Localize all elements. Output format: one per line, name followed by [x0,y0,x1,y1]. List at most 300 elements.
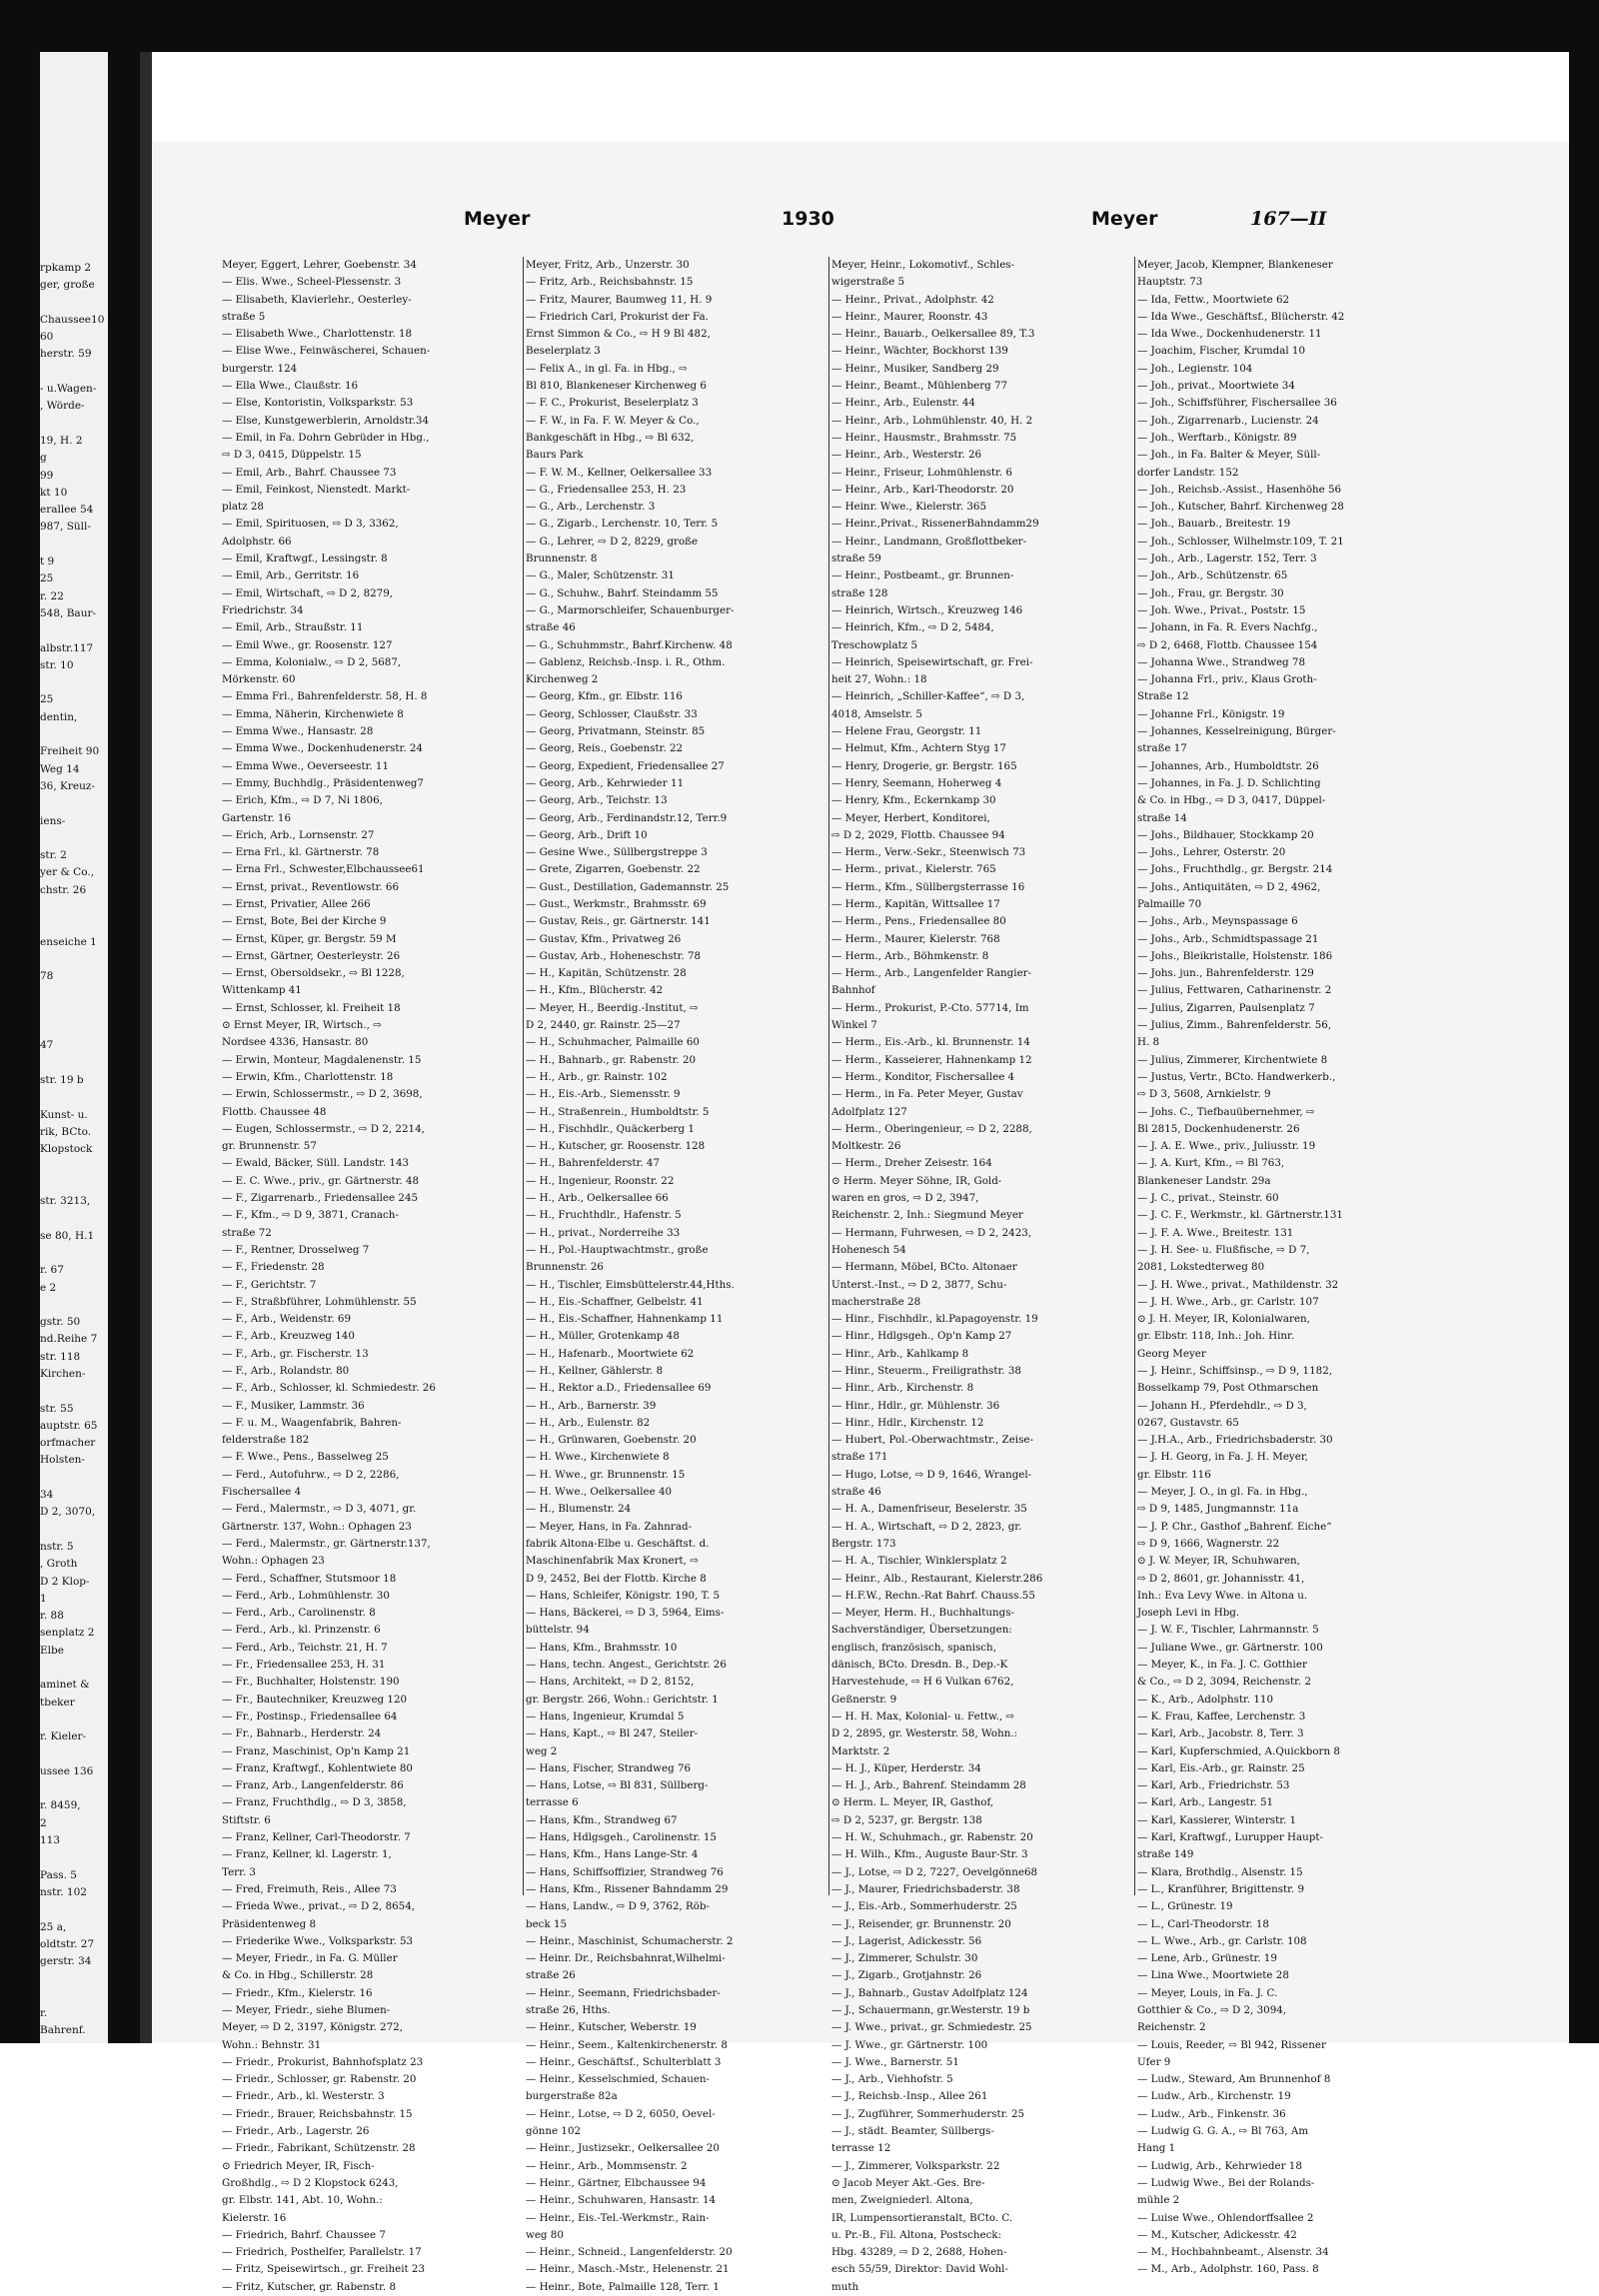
directory-entry: ⇨ D 2, 5237, gr. Bergstr. 138 [831,1813,982,1826]
directory-entry: — J., Eis.-Arb., Sommerhuderstr. 25 [831,1900,1017,1913]
facing-page-fragment: 34 [40,1489,54,1502]
facing-page-fragment [40,1746,108,1763]
directory-entry: — Herm., Kasseierer, Hahnenkamp 12 [831,1053,1032,1066]
facing-page-fragment: 78 [40,970,54,983]
directory-entry: — Herm., Eis.-Arb., kl. Brunnenstr. 14 [831,1036,1030,1049]
directory-entry: — Fritz, Kutscher, gr. Rabenstr. 8 [222,2280,397,2293]
directory-entry: — Erwin, Monteur, Magdalenenstr. 15 [222,1053,422,1066]
directory-entry: — Eugen, Schlossermstr., ⇨ D 2, 2214, [222,1122,425,1135]
facing-page-fragment [40,1988,108,2005]
facing-page-fragment [40,1712,108,1728]
directory-entry: — Helene Frau, Georgstr. 11 [831,725,982,738]
directory-entry: — Ludwig Wwe., Bei der Rolands- [1137,2176,1315,2189]
directory-entry: 4018, Amselstr. 5 [831,707,922,720]
directory-entry: Hauptstr. 73 [1137,276,1203,289]
directory-entry: — Hinr., Steuerm., Freiligrathstr. 38 [831,1365,1021,1377]
directory-entry: — Hans, Kfm., Brahmsstr. 10 [526,1641,678,1654]
directory-entry: — Emma Wwe., Dockenhudenerstr. 24 [222,742,423,755]
directory-entry: — Ernst, Bote, Bei der Kirche 9 [222,915,387,928]
directory-entry: — F., Zigarrenarb., Friedensallee 245 [222,1192,419,1205]
directory-entry: Mörkenstr. 60 [222,673,296,686]
directory-entry: — Joh., privat., Moortwiete 34 [1137,380,1295,393]
directory-entry: — Franz, Kellner, Carl-Theodorstr. 7 [222,1831,411,1844]
directory-column-4 [1137,257,1447,2276]
directory-entry: — Meyer, K., in Fa. J. C. Gotthier [1137,1659,1307,1672]
directory-entry: gr. Elbstr. 141, Abt. 10, Wohn.: [222,2194,383,2207]
directory-entry: — Franz, Fruchthdlg., ⇨ D 3, 3858, [222,1796,407,1809]
directory-entry: — Johanne Frl., Königstr. 19 [1137,707,1285,720]
directory-entry: — Johannes, Kesselreinigung, Bürger- [1137,725,1336,738]
facing-page-fragment: se 80, H.1 [40,1229,95,1242]
directory-entry: ⇨ D 9, 1485, Jungmannstr. 11a [1137,1503,1299,1516]
directory-entry: — Ludwig, Arb., Kehrwieder 18 [1137,2159,1302,2172]
directory-entry: — J.H.A., Arb., Friedrichsbaderstr. 30 [1137,1434,1333,1447]
directory-entry: — Franz, Arb., Langenfelderstr. 86 [222,1779,404,1792]
directory-entry: u. Pr.-B., Fil. Altona, Postscheck: [831,2228,1002,2241]
facing-page-fragment: 25 a, [40,1920,67,1933]
facing-page-fragment [40,674,108,691]
directory-entry: — J. C. F., Werkmstr., kl. Gärtnerstr.131 [1137,1209,1343,1222]
directory-entry: — J. C., privat., Steinstr. 60 [1137,1192,1279,1205]
facing-page-fragment [40,1849,108,1866]
directory-entry: — J. H. See- u. Flußfische, ⇨ D 7, [1137,1243,1310,1256]
facing-page-fragment: Bahrenf. [40,2024,86,2037]
directory-entry: — Joh., Bauarb., Breitestr. 19 [1137,518,1291,531]
directory-entry: — Joh., Reichsb.-Assist., Hasenhöhe 56 [1137,483,1342,496]
directory-entry: — Emma Wwe., Hansastr. 28 [222,725,374,738]
directory-entry: Präsidentenweg 8 [222,1917,317,1930]
directory-entry: — Georg, Reis., Goebenstr. 22 [526,742,684,755]
directory-entry: — F., Kfm., ⇨ D 9, 3871, Cranach- [222,1209,399,1222]
directory-entry: Wohn.: Ophagen 23 [222,1555,325,1568]
directory-entry: — H., Bahnarb., gr. Rabenstr. 20 [526,1053,697,1066]
directory-entry: — Fritz, Speisewirtsch., gr. Freiheit 23 [222,2263,426,2276]
facing-page-fragment [40,1470,108,1487]
directory-entry: Wittenkamp 41 [222,984,302,997]
directory-entry: — Meyer, H., Beerdig.-Institut, ⇨ [526,1001,699,1014]
directory-entry: — G., Maler, Schützenstr. 31 [526,570,675,582]
directory-entry: — H., Fruchthdlr., Hafenstr. 5 [526,1209,682,1222]
directory-entry: — Hinr., Hdlr., Kirchenstr. 12 [831,1416,984,1429]
directory-entry: — J., Zugführer, Sommerhuderstr. 25 [831,2107,1025,2120]
directory-entry: ⊙ Ernst Meyer, IR, Wirtsch., ⇨ [222,1019,382,1032]
directory-entry: ⊙ Jacob Meyer Akt.-Ges. Bre- [831,2176,985,2189]
directory-entry: Wohn.: Behnstr. 31 [222,2038,322,2051]
directory-entry: — Meyer, Herm. H., Buchhaltungs- [831,1607,1014,1620]
directory-entry: — Luise Wwe., Ohlendorffsallee 2 [1137,2211,1314,2224]
facing-page-fragment: str. 55 [40,1402,74,1415]
directory-entry: ⇨ D 2, 8601, gr. Johannisstr. 41, [1137,1572,1305,1585]
facing-page-fragment [40,1522,108,1539]
directory-entry: heit 27, Wohn.: 18 [831,673,927,686]
facing-page-fragment: Weg 14 [40,762,80,775]
facing-page-fragment [40,1970,108,1987]
directory-entry: — Franz, Maschinist, Op'n Kamp 21 [222,1744,411,1757]
directory-entry: — H. Wilh., Kfm., Auguste Baur-Str. 3 [831,1848,1028,1861]
facing-page-fragment: 47 [40,1039,54,1052]
facing-page-fragment: gerstr. 34 [40,1955,92,1968]
directory-entry: — Meyer, J. O., in gl. Fa. in Hbg., [1137,1486,1308,1499]
directory-entry: — Hans, Lotse, ⇨ Bl 831, Süllberg- [526,1779,709,1792]
directory-entry: — Ferd., Arb., Lohmühlenstr. 30 [222,1589,390,1602]
directory-entry: — Joh., in Fa. Balter & Meyer, Süll- [1137,449,1321,462]
facing-page-fragment [40,416,108,433]
directory-entry: wigerstraße 5 [831,276,904,289]
directory-entry: Kielerstr. 16 [222,2211,287,2224]
facing-page-fragment [40,830,108,847]
directory-entry: — Hermann, Fuhrwesen, ⇨ D 2, 2423, [831,1226,1032,1239]
facing-page-fragment: kt 10 [40,486,68,499]
directory-entry: — Herm., Verw.-Sekr., Steenwisch 73 [831,846,1026,859]
facing-page-fragment: 987, Süll- [40,521,91,534]
directory-entry: — F. C., Prokurist, Beselerplatz 3 [526,397,699,410]
directory-entry: — Johannes, Arb., Humboldtstr. 26 [1137,759,1319,772]
directory-entry: — Georg, Arb., Kehrwieder 11 [526,776,685,789]
directory-entry: straße 5 [222,310,266,323]
facing-page-fragment: t 9 [40,556,55,569]
directory-entry: — Heinr. Dr., Reichsbahnrat,Wilhelmi- [526,1952,726,1965]
directory-entry: — Heinr., Landmann, Großflottbeker- [831,535,1027,548]
directory-entry: — Franz, Kellner, kl. Lagerstr. 1, [222,1848,392,1861]
directory-entry: Meyer, Eggert, Lehrer, Goebenstr. 34 [222,259,417,271]
directory-entry: Gärtnerstr. 137, Wohn.: Ophagen 23 [222,1520,412,1533]
directory-entry: — Henry, Drogerie, gr. Bergstr. 165 [831,759,1017,772]
directory-entry: Maschinenfabrik Max Kronert, ⇨ [526,1555,699,1568]
directory-entry: — Ernst, Küper, gr. Bergstr. 59 M [222,932,397,945]
directory-entry: — Herm., Arb., Langenfelder Rangier- [831,967,1032,980]
facing-page-fragment [40,916,108,933]
directory-entry: — Karl, Arb., Friedrichstr. 53 [1137,1779,1290,1792]
directory-entry: — J., Zimmerer, Volksparkstr. 22 [831,2159,1000,2172]
directory-entry: — F., Arb., Weidenstr. 69 [222,1313,352,1326]
directory-entry: & Co. in Hbg., ⇨ D 3, 0417, Düppel- [1137,794,1326,807]
directory-entry: — H., Arb., Oelkersallee 66 [526,1192,669,1205]
directory-entry: — H., Eis.-Schaffner, Gelbelstr. 41 [526,1295,704,1308]
directory-entry: Marktstr. 2 [831,1744,890,1757]
facing-page-fragment: nd.Reihe 7 [40,1333,98,1346]
directory-entry: gr. Brunnenstr. 57 [222,1140,317,1153]
directory-entry: — Elisabeth Wwe., Charlottenstr. 18 [222,328,413,341]
header-name-right: Meyer [1091,208,1158,230]
facing-page-fragment: rik, BCto. [40,1125,92,1138]
directory-entry: — Grete, Zigarren, Goebenstr. 22 [526,863,701,876]
directory-entry: — H., Kellner, Gählerstr. 8 [526,1365,664,1377]
directory-entry: — Hans, Architekt, ⇨ D 2, 8152, [526,1676,695,1689]
directory-entry: — Ida Wwe., Geschäftsf., Blücherstr. 42 [1137,310,1345,323]
facing-page-fragment: gstr. 50 [40,1316,81,1329]
facing-page-fragment: r. 22 [40,589,64,602]
facing-page-fragment: Chaussee10 [40,313,105,326]
directory-entry: — Hinr., Arb., Kirchenstr. 8 [831,1382,974,1395]
directory-entry: — Karl, Kassierer, Winterstr. 1 [1137,1813,1297,1826]
directory-entry: — Heinr., Seem., Kaltenkirchenerstr. 8 [526,2038,728,2051]
directory-entry: & Co., ⇨ D 2, 3094, Reichenstr. 2 [1137,1676,1312,1689]
directory-entry: Großhdlg., ⇨ D 2 Klopstock 6243, [222,2176,399,2189]
directory-entry: — H., Kapitän, Schützenstr. 28 [526,967,687,980]
directory-entry: — Johs., Fruchthdlg., gr. Bergstr. 214 [1137,863,1333,876]
directory-entry: Adolphstr. 66 [222,535,292,548]
directory-entry: — Heinr., Friseur, Lohmühlenstr. 6 [831,466,1012,479]
directory-entry: Palmaille 70 [1137,897,1202,910]
directory-entry: terrasse 6 [526,1796,579,1809]
directory-entry: — G., Arb., Lerchenstr. 3 [526,501,656,514]
facing-page-fragment: 2 [40,1816,47,1829]
directory-entry: — Louis, Reeder, ⇨ Bl 942, Rissener [1137,2038,1326,2051]
directory-entry: — L., Carl-Theodorstr. 18 [1137,1917,1269,1930]
directory-entry: — J. W. F., Tischler, Lahrmannstr. 5 [1137,1624,1319,1637]
directory-entry: — Georg, Arb., Drift 10 [526,828,648,841]
directory-entry: terrasse 12 [831,2142,891,2155]
facing-page-fragment [40,1003,108,1020]
directory-entry: ⊙ J. H. Meyer, IR, Kolonialwaren, [1137,1313,1310,1326]
directory-entry: — Hans, Fischer, Strandweg 76 [526,1761,692,1774]
facing-page-fragment: Kirchen- [40,1368,86,1380]
facing-page-fragment: 548, Baur- [40,606,97,619]
facing-page-fragment: ger, große [40,279,95,292]
directory-entry: — G., Marmorschleifer, Schauenburger- [526,603,735,616]
directory-entry: — Erwin, Kfm., Charlottenstr. 18 [222,1070,394,1083]
directory-entry: — Karl, Arb., Langestr. 51 [1137,1796,1274,1809]
directory-entry: — H. Wwe., Oelkersallee 40 [526,1486,673,1499]
directory-entry: — Friedr., Arb., kl. Westerstr. 3 [222,2090,385,2103]
directory-entry: — Friedr., Kfm., Kielerstr. 16 [222,1986,373,1999]
facing-page-fragment [40,1055,108,1072]
directory-entry: — Georg, Arb., Ferdinandstr.12, Terr.9 [526,811,728,824]
directory-entry: — Georg, Schlosser, Claußstr. 33 [526,707,698,720]
directory-entry: — H. J., Arb., Bahrenf. Steindamm 28 [831,1779,1026,1792]
directory-entry: — Meyer, Friedr., siehe Blumen- [222,2003,391,2016]
directory-entry: — Hubert, Pol.-Oberwachtmstr., Zeise- [831,1434,1033,1447]
directory-entry: muth [831,2280,859,2293]
directory-entry: — Emma, Näherin, Kirchenwiete 8 [222,707,404,720]
directory-entry: — Erna Frl., kl. Gärtnerstr. 78 [222,846,380,859]
facing-page-fragment: , Wörde- [40,400,85,413]
directory-column-2 [526,257,827,2293]
directory-entry: burgerstraße 82a [526,2090,618,2103]
directory-entry: — Hans, Kapt., ⇨ Bl 247, Steiler- [526,1727,699,1740]
directory-entry: — F., Musiker, Lammstr. 36 [222,1399,365,1412]
directory-entry: Adolfplatz 127 [831,1105,907,1118]
directory-entry: ⊙ Herm. L. Meyer, IR, Gasthof, [831,1796,994,1809]
page-number: 167—II [1250,208,1327,230]
directory-entry: — Erwin, Schlossermstr., ⇨ D 2, 3698, [222,1088,423,1101]
directory-entry: — Gust., Destillation, Gademannstr. 25 [526,880,730,893]
directory-entry: — Hans, Kfm., Hans Lange-Str. 4 [526,1848,699,1861]
facing-page-fragment: ussee 136 [40,1764,94,1777]
directory-entry: — Heinr., Musiker, Sandberg 29 [831,362,999,375]
directory-entry: — Gablenz, Reichsb.-Insp. i. R., Othm. [526,655,726,668]
directory-entry: — F., Friedenstr. 28 [222,1261,325,1274]
directory-entry: Gotthier & Co., ⇨ D 2, 3094, [1137,2003,1287,2016]
directory-entry: — Emma, Kolonialw., ⇨ D 2, 5687, [222,655,402,668]
directory-entry: — Fritz, Maurer, Baumweg 11, H. 9 [526,293,713,306]
directory-entry: — J., Arb., Viehhofstr. 5 [831,2073,953,2086]
directory-entry: — Herm., Pens., Friedensallee 80 [831,915,1006,928]
facing-page-fragment: Pass. 5 [40,1868,77,1881]
directory-entry: — Georg, Kfm., gr. Elbstr. 116 [526,690,683,703]
facing-page-fragment [40,1297,108,1314]
directory-entry: — H., Pol.-Hauptwachtmstr., große [526,1243,709,1256]
directory-entry: straße 171 [831,1451,888,1464]
facing-page-fragment: str. 10 [40,658,74,671]
directory-entry: — Heinr., Lotse, ⇨ D 2, 6050, Oevel- [526,2107,716,2120]
directory-entry: — Heinr., Justizsekr., Oelkersallee 20 [526,2142,720,2155]
directory-entry: — F., Straßbführer, Lohmühlenstr. 55 [222,1295,417,1308]
facing-page-fragment: 36, Kreuz- [40,779,95,792]
directory-entry: esch 55/59, Direktor: David Wohl- [831,2263,1008,2276]
directory-entry: — Henry, Seemann, Hoherweg 4 [831,776,1002,789]
directory-entry: — Joh., Schiffsführer, Fischersallee 36 [1137,397,1337,410]
directory-entry: gönne 102 [526,2125,582,2138]
directory-entry: — J. Heinr., Schiffsinsp., ⇨ D 9, 1182, [1137,1365,1333,1377]
directory-entry: — J. Wwe., Barnerstr. 51 [831,2055,959,2068]
directory-entry: — Emil, Feinkost, Nienstedt. Markt- [222,483,411,496]
directory-entry: — Heinr., Arb., Lohmühlenstr. 40, H. 2 [831,414,1033,427]
directory-entry: — Hans, techn. Angest., Gerichtstr. 26 [526,1659,727,1672]
directory-entry: — Ernst, Gärtner, Oesterleystr. 26 [222,949,401,962]
directory-entry: — Hermann, Möbel, BCto. Altonaer [831,1261,1017,1274]
facing-page-fragment: Holsten- [40,1454,85,1467]
directory-entry: — Erich, Arb., Lornsenstr. 27 [222,828,375,841]
directory-entry: ⇨ D 2, 2029, Flottb. Chaussee 94 [831,828,1005,841]
facing-page-fragment: r. 88 [40,1610,64,1623]
directory-entry: H. 8 [1137,1036,1160,1049]
directory-entry: — H., Müller, Grotenkamp 48 [526,1330,680,1343]
directory-entry: Bankgeschäft in Hbg., ⇨ Bl 632, [526,431,695,444]
directory-entry: — J., Zimmerer, Schulstr. 30 [831,1952,978,1965]
directory-entry: straße 26, Hths. [526,2003,611,2016]
directory-entry: — Joh. Wwe., Privat., Poststr. 15 [1137,603,1306,616]
directory-entry: — H., Arb., Eulenstr. 82 [526,1416,651,1429]
facing-page-fragment [40,1158,108,1175]
directory-entry: — Hans, Ingenieur, Krumdal 5 [526,1710,685,1722]
directory-entry: — Heinr., Gärtner, Elbchaussee 94 [526,2176,707,2189]
directory-entry: — Ernst, Privatier, Allee 266 [222,897,371,910]
facing-page-fragment [40,1245,108,1262]
directory-entry: — Johs. C., Tiefbauübernehmer, ⇨ [1137,1105,1315,1118]
facing-page-fragment: str. 19 b [40,1073,84,1086]
directory-entry: — Johannes, in Fa. J. D. Schlichting [1137,776,1321,789]
directory-entry: dänisch, BCto. Dresdn. B., Dep.-K [831,1659,1008,1672]
directory-entry: — Heinrich, „Schiller-Kaffee“, ⇨ D 3, [831,690,1025,703]
directory-entry: — Friederike Wwe., Volksparkstr. 53 [222,1934,414,1947]
directory-entry: — Frieda Wwe., privat., ⇨ D 2, 8654, [222,1900,416,1913]
facing-page-fragment: 25 [40,693,54,706]
directory-entry: D 9, 2452, Bei der Flottb. Kirche 8 [526,1572,707,1585]
directory-entry: — Hans, Schleifer, Königstr. 190, T. 5 [526,1589,721,1602]
directory-entry: — Klara, Brothdlg., Alsenstr. 15 [1137,1865,1303,1878]
facing-page-fragment [40,1383,108,1400]
directory-entry: — Heinr., Maurer, Roonstr. 43 [831,310,988,323]
directory-entry: — F., Arb., gr. Fischerstr. 13 [222,1347,369,1360]
facing-page-fragment: auptstr. 65 [40,1419,98,1432]
facing-page-fragment [40,899,108,916]
directory-entry: Friedrichstr. 34 [222,603,304,616]
directory-entry: — Meyer, Hans, in Fa. Zahnrad- [526,1520,693,1533]
directory-entry: dorfer Landstr. 152 [1137,466,1239,479]
directory-entry: — Herm., Kfm., Süllbergsterrasse 16 [831,880,1025,893]
directory-entry: — Herm., in Fa. Peter Meyer, Gustav [831,1088,1023,1101]
directory-entry: — Gust., Werkmstr., Brahmsstr. 69 [526,897,707,910]
directory-entry: Brunnenstr. 8 [526,553,598,566]
directory-entry: — Henry, Kfm., Eckernkamp 30 [831,794,996,807]
directory-entry: Brunnenstr. 26 [526,1261,604,1274]
facing-page-fragment [40,1660,108,1677]
directory-entry: Gartenstr. 16 [222,811,292,824]
directory-entry: — Ferd., Arb., kl. Prinzenstr. 6 [222,1624,381,1637]
directory-entry: — Emil Wwe., gr. Roosenstr. 127 [222,638,393,651]
facing-page-fragment: enseiche 1 [40,935,97,948]
directory-entry: — Johs., Arb., Meynspassage 6 [1137,915,1298,928]
directory-entry: mühle 2 [1137,2194,1180,2207]
directory-entry: Hbg. 43289, ⇨ D 2, 2688, Hohen- [831,2246,1007,2259]
directory-entry: — F., Arb., Kreuzweg 140 [222,1330,355,1343]
directory-entry: Reichenstr. 2, Inh.: Siegmund Meyer [831,1209,1023,1222]
directory-entry: — J. Wwe., privat., gr. Schmiedestr. 25 [831,2021,1032,2034]
facing-page-fragment [40,295,108,312]
directory-entry: — H., Eis.-Schaffner, Hahnenkamp 11 [526,1313,724,1326]
directory-entry: — M., Kutscher, Adickesstr. 42 [1137,2228,1297,2241]
directory-entry: Bahnhof [831,984,875,997]
directory-entry: Straße 12 [1137,690,1189,703]
directory-entry: — Ferd., Autofuhrw., ⇨ D 2, 2286, [222,1468,400,1481]
directory-entry: — F., Rentner, Drosselweg 7 [222,1243,370,1256]
directory-entry: — Friedrich Carl, Prokurist der Fa. [526,310,709,323]
facing-page-fragment [40,985,108,1002]
directory-column-1 [222,257,522,2293]
directory-entry: — Ferd., Malermstr., gr. Gärtnerstr.137, [222,1537,431,1550]
header-name-left: Meyer [464,208,531,230]
directory-entry: — Herm., Dreher Zeisestr. 164 [831,1157,992,1170]
directory-entry: — Heinr., Wächter, Bockhorst 139 [831,345,1008,358]
directory-entry: ⊙ Herm. Meyer Söhne, IR, Gold- [831,1174,1002,1187]
directory-entry: D 2, 2440, gr. Rainstr. 25—27 [526,1019,681,1032]
directory-entry: D 2, 2895, gr. Westerstr. 58, Wohn.: [831,1727,1018,1740]
directory-entry: — Julius, Zigarren, Paulsenplatz 7 [1137,1001,1315,1014]
directory-entry: — Gustav, Arb., Hoheneschstr. 78 [526,949,702,962]
directory-entry: Meyer, ⇨ D 2, 3197, Königstr. 272, [222,2021,403,2034]
directory-entry: — J. H. Georg, in Fa. J. H. Meyer, [1137,1451,1308,1464]
directory-entry: — Friedrich, Posthelfer, Parallelstr. 17 [222,2246,422,2259]
facing-page-fragment: aminet & [40,1679,90,1692]
directory-entry: — Fr., Bahnarb., Herderstr. 24 [222,1727,382,1740]
directory-entry: — Georg, Expedient, Friedensallee 27 [526,759,725,772]
directory-entry: — Johanna Wwe., Strandweg 78 [1137,655,1306,668]
directory-entry: — Julius, Zimmerer, Kirchentwiete 8 [1137,1053,1328,1066]
directory-entry: — Johs. jun., Bahrenfelderstr. 129 [1137,967,1314,980]
directory-entry: — Karl, Eis.-Arb., gr. Rainstr. 25 [1137,1761,1305,1774]
directory-entry: — F., Arb., Schlosser, kl. Schmiedestr. 26 [222,1382,436,1395]
directory-entry: — Friedr., Schlosser, gr. Rabenstr. 20 [222,2073,417,2086]
directory-entry: — J., Schauermann, gr.Westerstr. 19 b [831,2003,1030,2016]
directory-entry: — Emil, in Fa. Dohrn Gebrüder in Hbg., [222,431,430,444]
directory-entry: waren en gros, ⇨ D 2, 3947, [831,1192,979,1205]
directory-entry: — Heinr. Wwe., Kielerstr. 365 [831,501,987,514]
directory-entry: — J. Wwe., gr. Gärtnerstr. 100 [831,2038,988,2051]
directory-entry: — J., Reisender, gr. Brunnenstr. 20 [831,1917,1011,1930]
directory-page [152,142,1569,2293]
directory-entry: — M., Arb., Adolphstr. 160, Pass. 8 [1137,2263,1319,2276]
directory-entry: — Juliane Wwe., gr. Gärtnerstr. 100 [1137,1641,1323,1654]
directory-entry: — Heinr., Schneid., Langenfelderstr. 20 [526,2246,733,2259]
directory-entry: — J. F. A. Wwe., Breitestr. 131 [1137,1226,1294,1239]
directory-entry: Meyer, Fritz, Arb., Unzerstr. 30 [526,259,690,271]
directory-entry: Ufer 9 [1137,2055,1171,2068]
facing-page-fragment [40,795,108,812]
directory-entry: — Joh., Zigarrenarb., Lucienstr. 24 [1137,414,1319,427]
directory-entry: — J., Lotse, ⇨ D 2, 7227, Oevelgönne68 [831,1865,1038,1878]
directory-entry: — Fr., Friedensallee 253, H. 31 [222,1659,386,1672]
